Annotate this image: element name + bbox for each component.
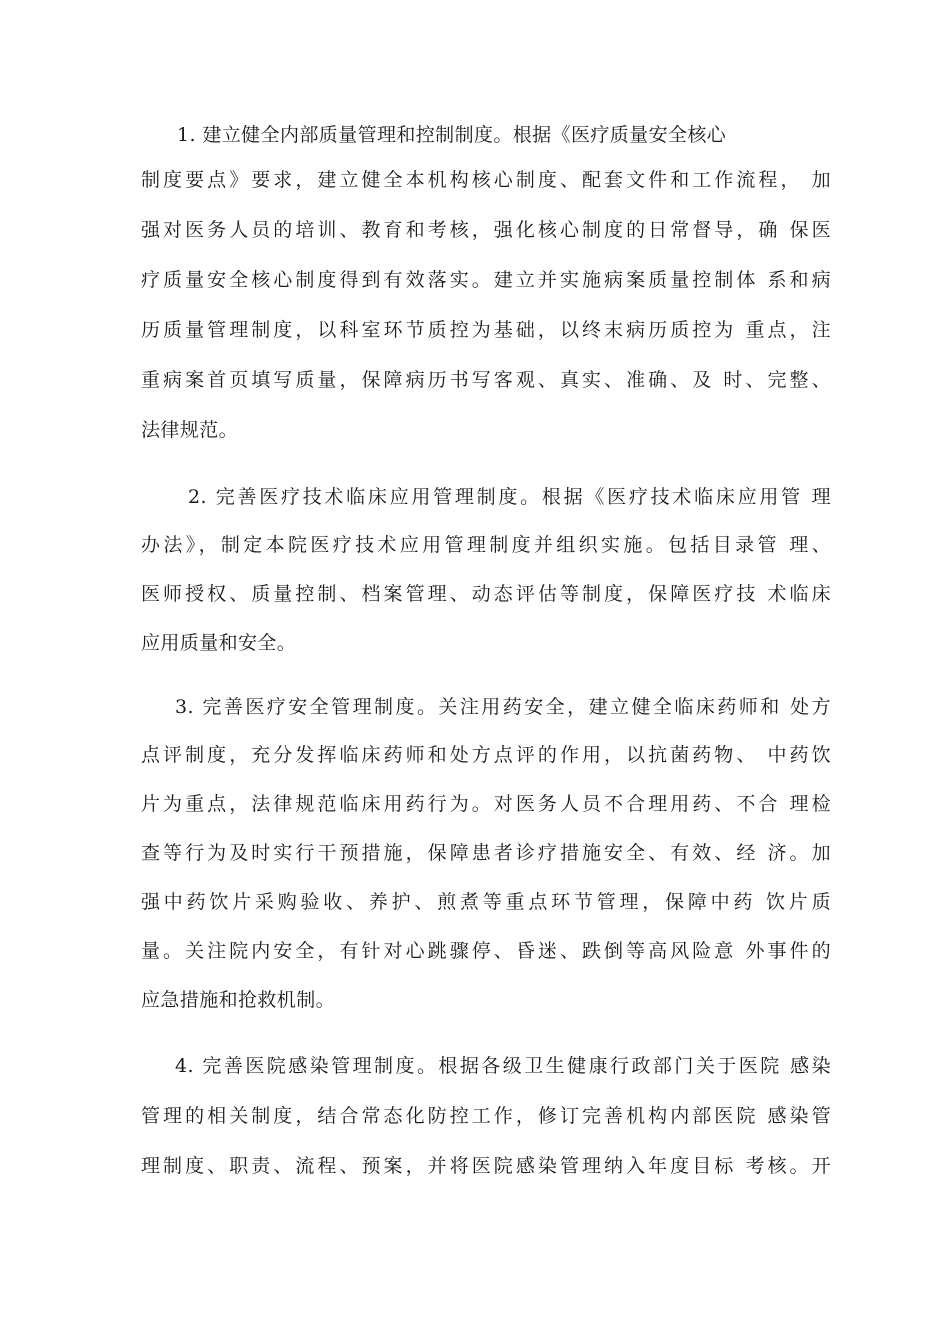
paragraph-1-line-1: 1. 建立健全内部质量管理和控制制度。根据《医疗质量安全核心 [177, 124, 727, 146]
paragraph-3-line-7: 应急措施和抢救机制。 [141, 989, 336, 1011]
paragraph-3-line-1: 3. 完善医疗安全管理制度。关注用药安全，建立健全临床药师和 处方 [175, 696, 831, 718]
paragraph-1-line-6: 重病案首页填写质量，保障病历书写客观、真实、准确、及 时、完整、 [141, 369, 831, 391]
paragraph-4-line-1: 4. 完善医院感染管理制度。根据各级卫生健康行政部门关于医院 感染 [175, 1055, 831, 1077]
paragraph-2-line-3: 医师授权、质量控制、档案管理、动态评估等制度，保障医疗技 术临床 [141, 583, 831, 605]
paragraph-1-line-2: 制度要点》要求，建立健全本机构核心制度、配套文件和工作流程， 加 [141, 169, 831, 191]
paragraph-2-line-1: 2. 完善医疗技术临床应用管理制度。根据《医疗技术临床应用管 理 [188, 486, 831, 508]
paragraph-3-line-2: 点评制度，充分发挥临床药师和处方点评的作用，以抗菌药物、 中药饮 [141, 744, 831, 766]
paragraph-4-line-3: 理制度、职责、流程、预案，并将医院感染管理纳入年度目标 考核。开 [141, 1155, 831, 1177]
paragraph-3-line-6: 量。关注院内安全，有针对心跳骤停、昏迷、跌倒等高风险意 外事件的 [141, 940, 831, 962]
paragraph-4-line-2: 管理的相关制度，结合常态化防控工作，修订完善机构内部医院 感染管 [141, 1105, 831, 1127]
paragraph-2-line-2: 办法》，制定本院医疗技术应用管理制度并组织实施。包括目录管 理、 [141, 534, 831, 556]
paragraph-3-line-3: 片为重点，法律规范临床用药行为。对医务人员不合理用药、不合 理检 [141, 793, 831, 815]
paragraph-1-line-3: 强对医务人员的培训、教育和考核，强化核心制度的日常督导，确 保医 [141, 219, 831, 241]
paragraph-2-line-4: 应用质量和安全。 [141, 632, 297, 654]
paragraph-1-line-4: 疗质量安全核心制度得到有效落实。建立并实施病案质量控制体 系和病 [141, 269, 831, 291]
paragraph-3-line-5: 强中药饮片采购验收、养护、煎煮等重点环节管理，保障中药 饮片质 [141, 891, 831, 913]
paragraph-1-line-7: 法律规范。 [141, 419, 239, 441]
paragraph-3-line-4: 查等行为及时实行干预措施，保障患者诊疗措施安全、有效、经 济。加 [141, 842, 831, 864]
paragraph-1-line-5: 历质量管理制度，以科室环节质控为基础，以终末病历质控为 重点，注 [141, 319, 831, 341]
